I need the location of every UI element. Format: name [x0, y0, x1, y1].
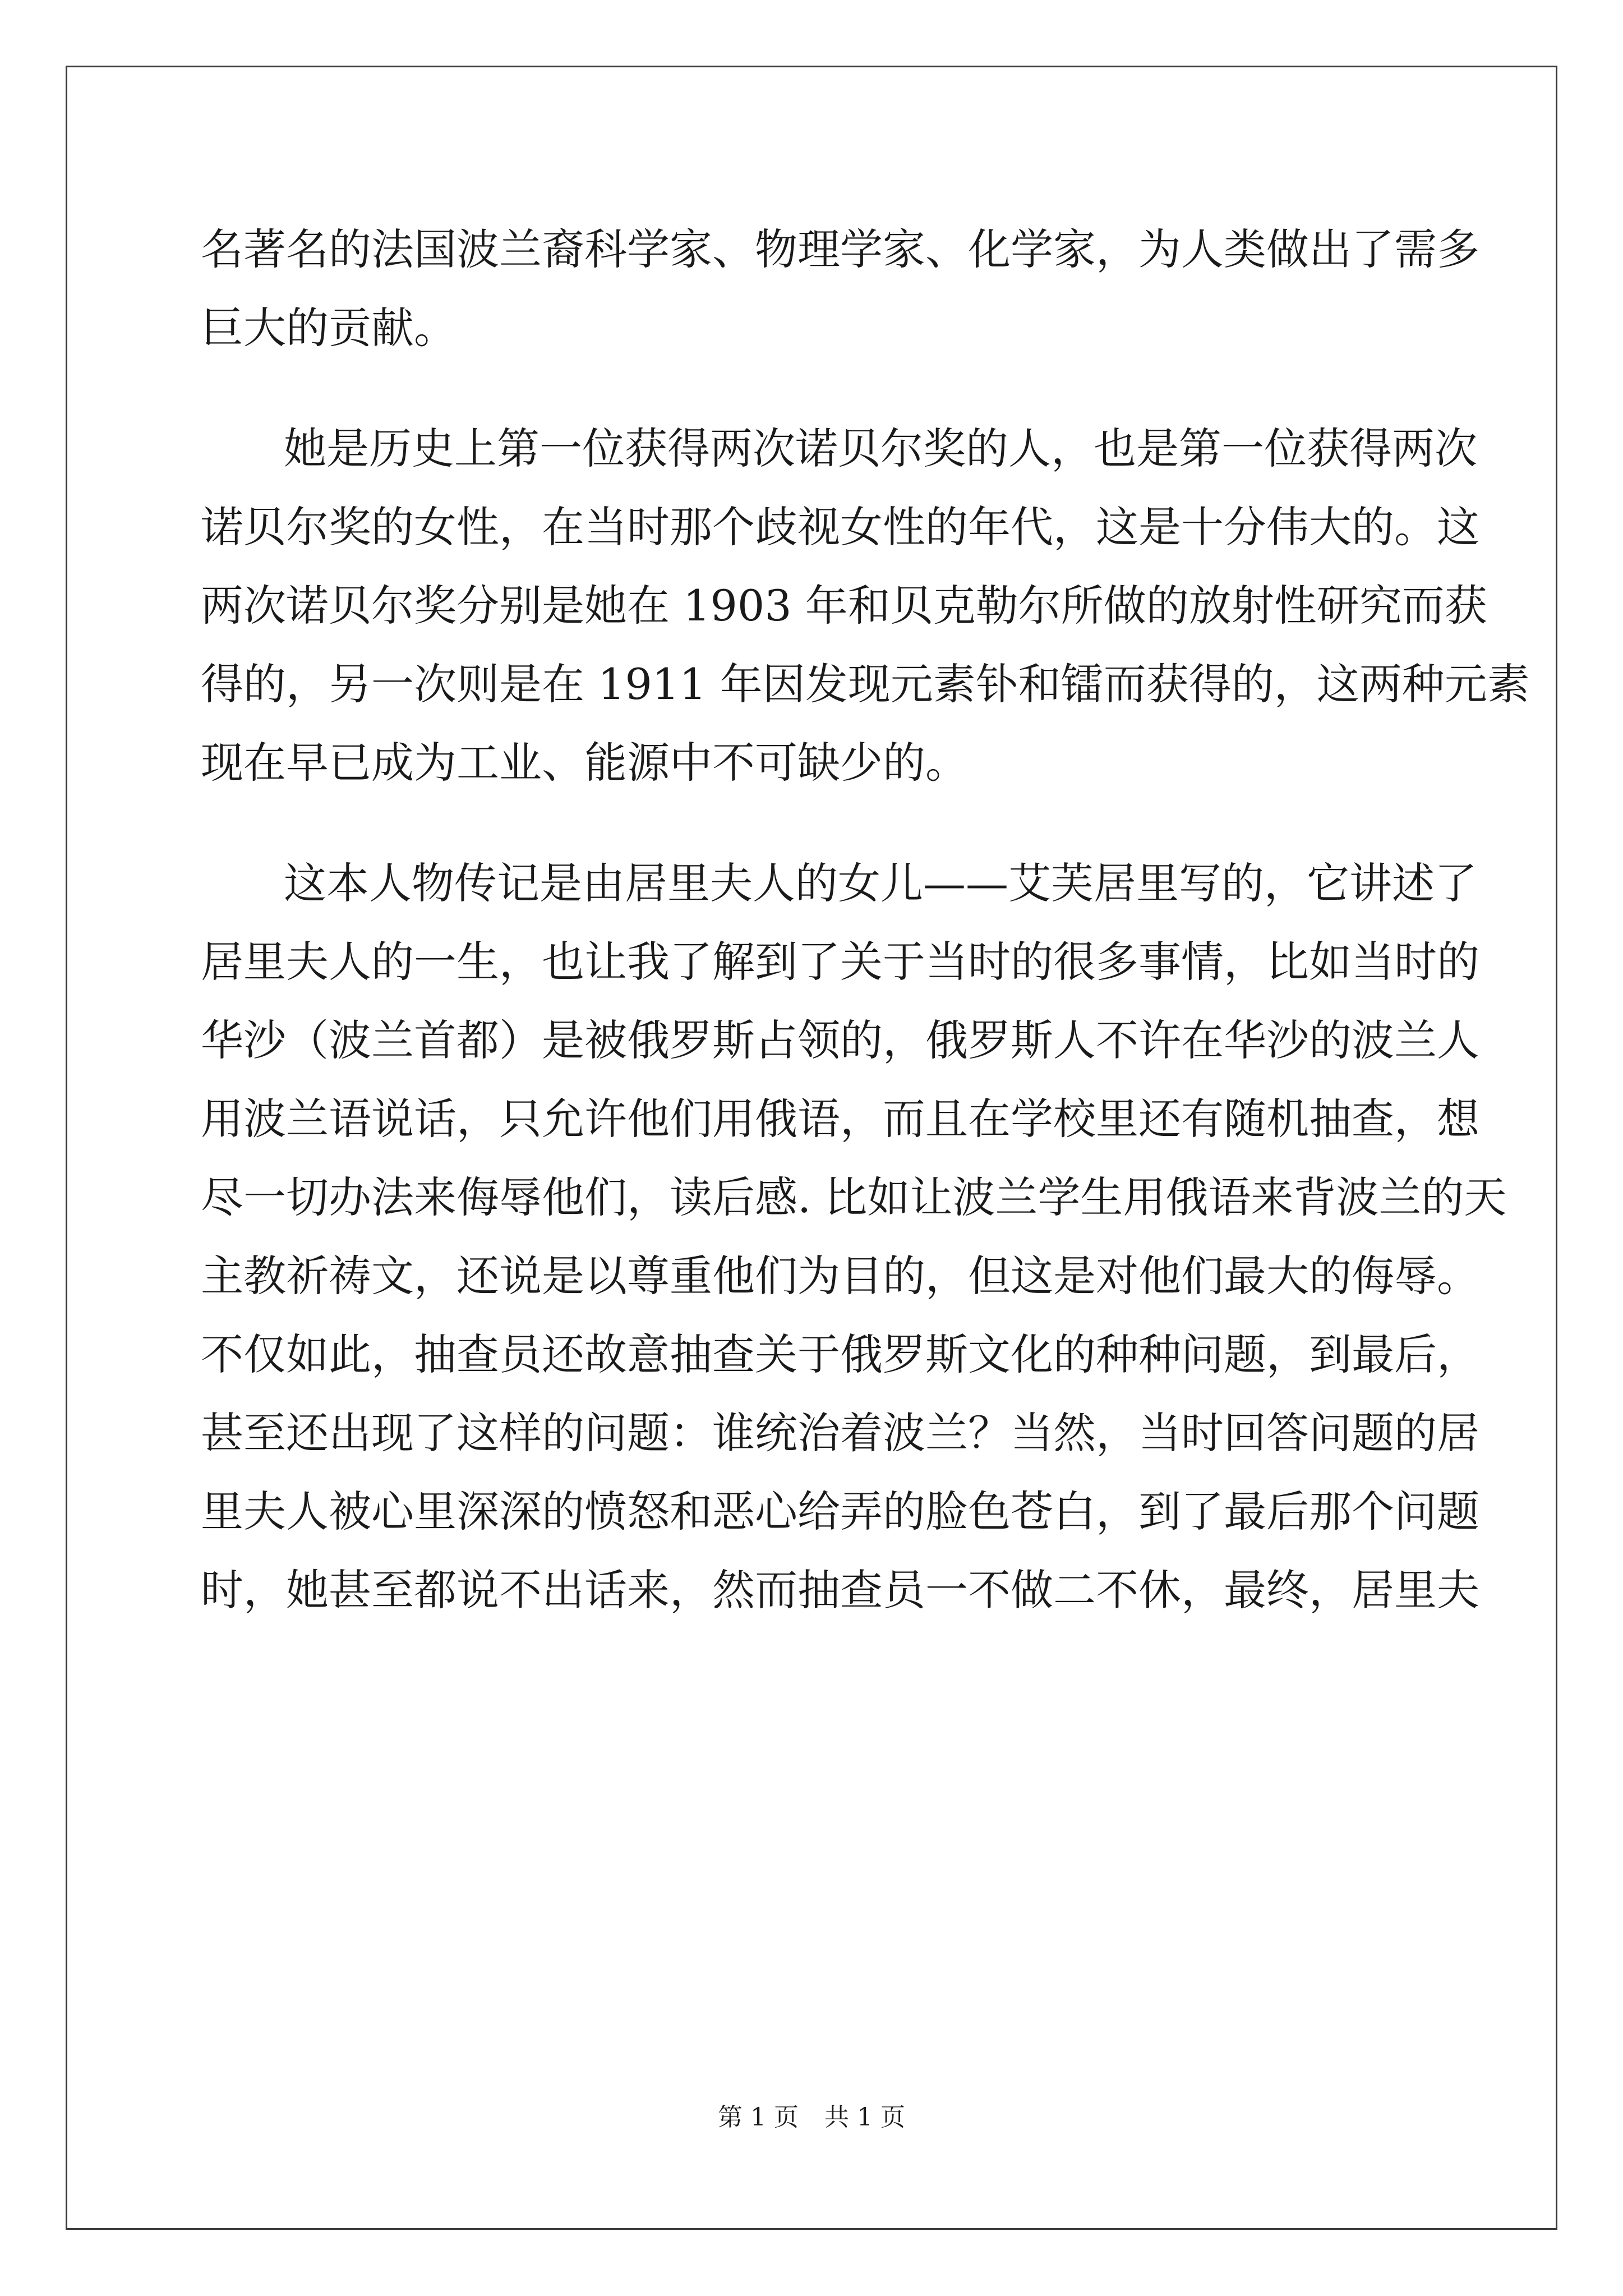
paragraph-first-line: 她是历史上第一位获得两次诺贝尔奖的人，也是第一位获得两次 [284, 424, 1477, 473]
text-line: 得的，另一次则是在 1911 年因发现元素钋和镭而获得的，这两种元素 [201, 659, 1530, 709]
text-line: 居里夫人的一生，也让我了解到了关于当时的很多事情，比如当时的 [201, 937, 1479, 987]
text-line: 两次诺贝尔奖分别是她在 1903 年和贝克勒尔所做的放射性研究而获 [201, 581, 1487, 631]
text-line: 主教祈祷文，还说是以尊重他们为目的，但这是对他们最大的侮辱。 [201, 1251, 1479, 1301]
text-line: 用波兰语说话，只允许他们用俄语，而且在学校里还有随机抽查，想 [201, 1094, 1479, 1144]
text-line: 华沙（波兰首都）是被俄罗斯占领的，俄罗斯人不许在华沙的波兰人 [201, 1015, 1479, 1065]
text-line: 里夫人被心里深深的愤怒和恶心给弄的脸色苍白，到了最后那个问题 [201, 1487, 1479, 1536]
text-line: 尽一切办法来侮辱他们，读后感. 比如让波兰学生用俄语来背波兰的天 [201, 1172, 1507, 1222]
text-line: 不仅如此，抽查员还故意抽查关于俄罗斯文化的种种问题，到最后， [201, 1329, 1479, 1379]
text-line: 诺贝尔奖的女性，在当时那个歧视女性的年代，这是十分伟大的。这 [201, 502, 1479, 552]
text-line: 巨大的贡献。 [201, 303, 457, 353]
page-footer [0, 2101, 1623, 2134]
text-line: 时，她甚至都说不出话来，然而抽查员一不做二不休，最终，居里夫 [201, 1565, 1479, 1615]
text-line: 现在早已成为工业、能源中不可缺少的。 [201, 738, 968, 788]
text-line: 名著名的法国波兰裔科学家、物理学家、化学家，为人类做出了需多 [201, 224, 1479, 274]
paragraph-first-line: 这本人物传记是由居里夫人的女儿——艾芙居里写的，它讲述了 [284, 858, 1477, 908]
text-line: 甚至还出现了这样的问题：谁统治着波兰？当然，当时回答问题的居 [201, 1408, 1479, 1458]
page-number: 第 1 页 [718, 2103, 799, 2132]
page-total: 共 1 页 [824, 2103, 905, 2132]
